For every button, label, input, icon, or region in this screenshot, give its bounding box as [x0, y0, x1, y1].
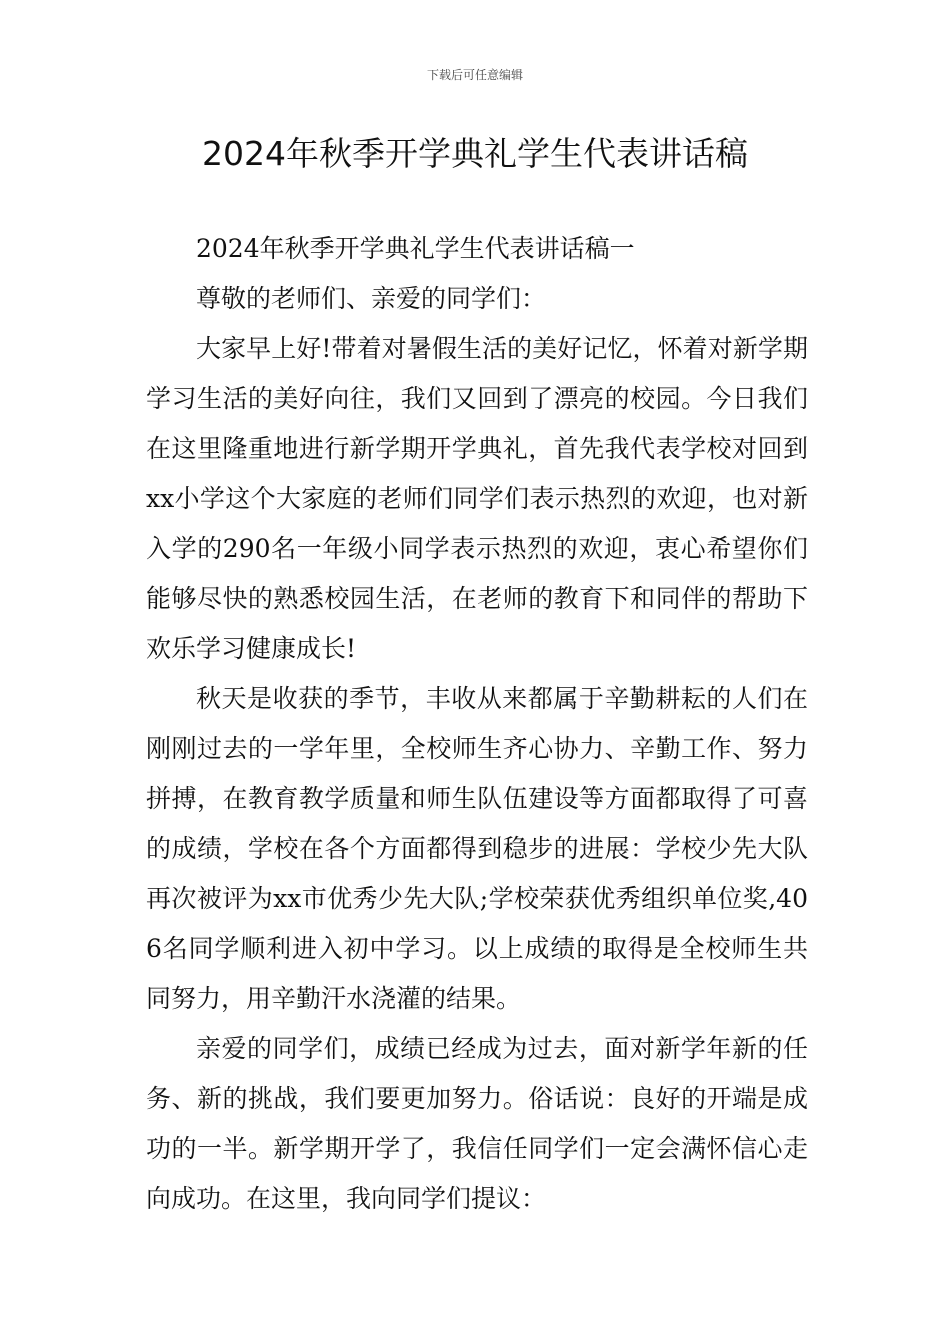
paragraph-greeting: 大家早上好!带着对暑假生活的美好记忆，怀着对新学期学习生活的美好向往，我们又回到了漂亮的校园。今日我们在这里隆重地进行新学期开学典礼，首先我代表学校对回到xx小学这个大家庭的老师们同学们表示热烈的欢迎，也对新入学的290名一年级小同学表示热烈的欢迎，衷心希望你们能够尽快的熟悉校园生活，在老师的教育下和同伴的帮助下欢乐学习健康成长! — [146, 334, 808, 663]
page-title: 2024年秋季开学典礼学生代表讲话稿 — [202, 134, 748, 173]
header-note: 下载后可任意编辑 — [426, 68, 523, 82]
paragraph-achievements: 秋天是收获的季节，丰收从来都属于辛勤耕耘的人们在刚刚过去的一学年里，全校师生齐心协力、辛勤工作、努力拼搏，在教育教学质量和师生队伍建设等方面都取得了可喜的成绩，学校在各个方面都得到稳步的进展：学校少先大队再次被评为xx市优秀少先大队;学校荣获优秀组织单位奖,406名同学顺利进入初中学习。以上成绩的取得是全校师生共同努力，用辛勤汗水浇灌的结果。 — [146, 684, 808, 1013]
paragraph-encouragement: 亲爱的同学们，成绩已经成为过去，面对新学年新的任务、新的挑战，我们要更加努力。俗话说：良好的开端是成功的一半。新学期开学了，我信任同学们一定会满怀信心走向成功。在这里，我向同学们提议： — [146, 1034, 808, 1213]
paragraph-salutation: 尊敬的老师们、亲爱的同学们： — [196, 284, 547, 313]
document-body — [146, 224, 808, 1224]
paragraph-subtitle: 2024年秋季开学典礼学生代表讲话稿一 — [196, 234, 635, 263]
